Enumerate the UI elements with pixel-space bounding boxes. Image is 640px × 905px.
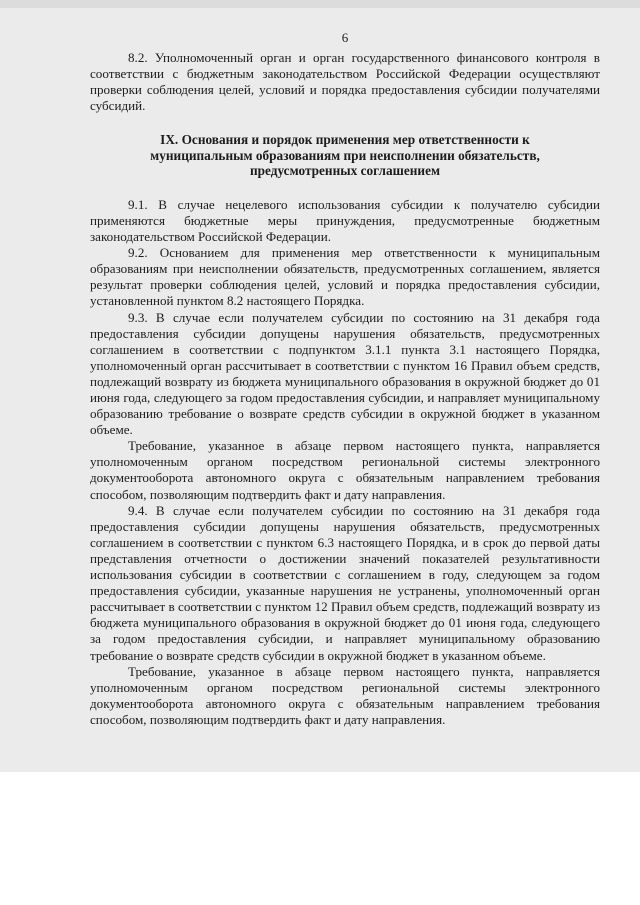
paragraph-9-4-requirement: Требование, указанное в абзаце первом настоящего пункта, направляется уполномоченным органом посредством региональной системы электронного документооборота автономного округа с обязательным направлением требования способом, позволяющим подтвердить факт и дату направления. [90,663,600,727]
scan-top-edge [0,0,640,8]
paragraph-9-3-requirement: Требование, указанное в абзаце первом настоящего пункта, направляется уполномоченным органом посредством региональной системы электронного документооборота автономного округа с обязательным направлением требования способом, позволяющим подтвердить факт и дату направления. [90,438,600,502]
paragraph-9-4: 9.4. В случае если получателем субсидии по состоянию на 31 декабря года предоставления субсидии допущены нарушения обязательств, предусмотренных соглашением в соответствии с пунктом 6.3 настоящего Порядка, и в срок до первой даты представления отчетности о достижении значений показателей результативности использования субсидии в соответствии с соглашением в году, следующем за годом предоставления субсидии, указанные нарушения не устранены, уполномоченный орган рассчитывает в соответствии с пунктом 12 Правил объем средств, подлежащий возврату из бюджета муниципального образования в окружной бюджет до 01 июня года, следующего за годом предоставления субсидии, и направляет муниципальному образованию требование о возврате средств субсидии в окружной бюджет в указанном объеме. [90,502,600,663]
paragraph-8-2: 8.2. Уполномоченный орган и орган государственного финансового контроля в соответствии с бюджетным законодательством Российской Федерации осуществляют проверки соблюдения целей, условий и порядка предоставления субсидии получателями субсидий. [90,50,600,114]
page-number: 6 [341,30,349,45]
paragraph-9-1: 9.1. В случае нецелевого использования субсидии к получателю субсидии применяются бюджетные меры принуждения, предусмотренные бюджетным законодательством Российской Федерации. [90,196,600,245]
blank-area [0,772,640,905]
paragraph-9-2: 9.2. Основанием для применения мер ответственности к муниципальным образованиям при неисполнении обязательств, предусмотренных соглашением, является результат проверки соблюдения целей, условий и порядка предоставления субсидии, установленной пунктом 8.2 настоящего Порядка. [90,245,600,309]
paragraph-9-3: 9.3. В случае если получателем субсидии по состоянию на 31 декабря года предоставления субсидии допущены нарушения обязательств, предусмотренных соглашением в соответствии с подпунктом 3.1.1 пункта 3.1 настоящего Порядка, уполномоченный орган рассчитывает в соответствии с пунктом 16 Правил объем средств, подлежащий возврату из бюджета муниципального образования в окружной бюджет до 01 июня года, следующего за годом предоставления субсидии, и направляет муниципальному образованию требование о возврате средств субсидии в окружной бюджет в указанном объеме. [90,309,600,438]
section-heading: IX. Основания и порядок применения мер ответственности к муниципальным образованиям при неисполнении обязательств, предусмотренных соглашением [150,132,540,179]
document-content [90,30,600,728]
